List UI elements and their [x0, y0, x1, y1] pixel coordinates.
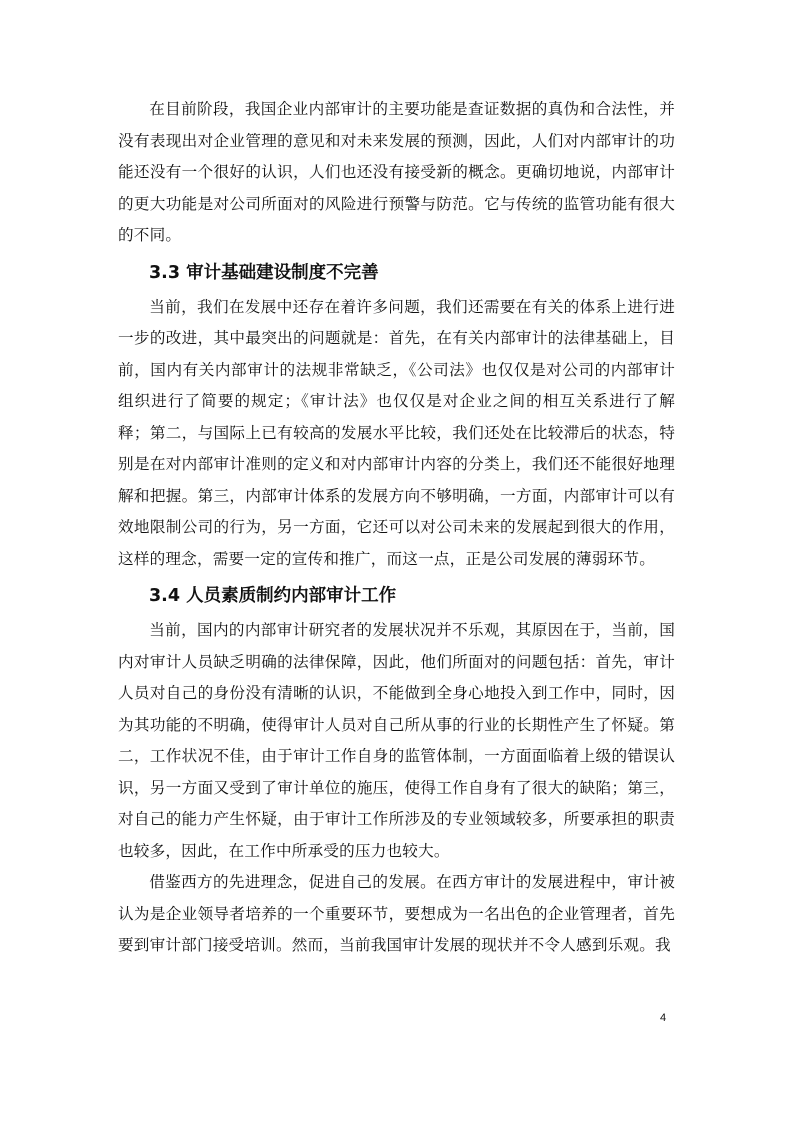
section-heading-3-4: 3.4 人员素质制约内部审计工作: [149, 586, 397, 606]
paragraph-personnel-quality: 当前，国内的内部审计研究者的发展状况并不乐观，其原因在于，当前，国内对审计人员缺乏明确的法律保障，因此，他们所面对的问题包括：首先，审计人员对自己的身份没有清晰的认识，不能做到全身心地投入到工作中，同时，因为其功能的不明确，使得审计人员对自己所从事的行业的长期性产生了怀疑。第二，工作状况不佳，由于审计工作自身的监管体制，一方面面临着上级的错误认识，另一方面又受到了审计单位的施压，使得工作自身有了很大的缺陷；第三，对自己的能力产生怀疑，由于审计工作所涉及的专业领域较多，所要承担的职责也较多，因此，在工作中所承受的压力也较大。: [118, 621, 675, 860]
page-number: 4: [660, 1012, 667, 1024]
section-heading-3-3: 3.3 审计基础建设制度不完善: [149, 262, 379, 283]
paragraph-internal-audit-function: 在目前阶段，我国企业内部审计的主要功能是查证数据的真伪和合法性，并没有表现出对企业管理的意见和对未来发展的预测，因此，人们对内部审计的功能还没有一个很好的认识，人们也还没有接受新的概念。更确切地说，内部审计的更大功能是对公司所面对的风险进行预警与防范。它与传统的监管功能有很大的不同。: [118, 100, 675, 244]
paragraph-audit-foundation: 当前，我们在发展中还存在着许多问题，我们还需要在有关的体系上进行进一步的改进，其中最突出的问题就是：首先，在有关内部审计的法律基础上，目前，国内有关内部审计的法规非常缺乏，《公司法》也仅仅是对公司的内部审计组织进行了简要的规定；《审计法》也仅仅是对企业之间的相互关系进行了解释；第二，与国际上已有较高的发展水平比较，我们还处在比较滞后的状态，特别是在对内部审计准则的定义和对内部审计内容的分类上，我们还不能很好地理解和把握。第三，内部审计体系的发展方向不够明确，一方面，内部审计可以有效地限制公司的行为，另一方面，它还可以对公司未来的发展起到很大的作用，这样的理念，需要一定的宣传和推广，而这一点，正是公司发展的薄弱环节。: [118, 297, 675, 568]
paragraph-western-experience: 借鉴西方的先进理念，促进自己的发展。在西方审计的发展进程中，审计被认为是企业领导者培养的一个重要环节，要想成为一名出色的企业管理者，首先要到审计部门接受培训。然而，当前我国审计发展的现状并不令人感到乐观。我: [118, 873, 675, 954]
document-body: [118, 94, 675, 962]
